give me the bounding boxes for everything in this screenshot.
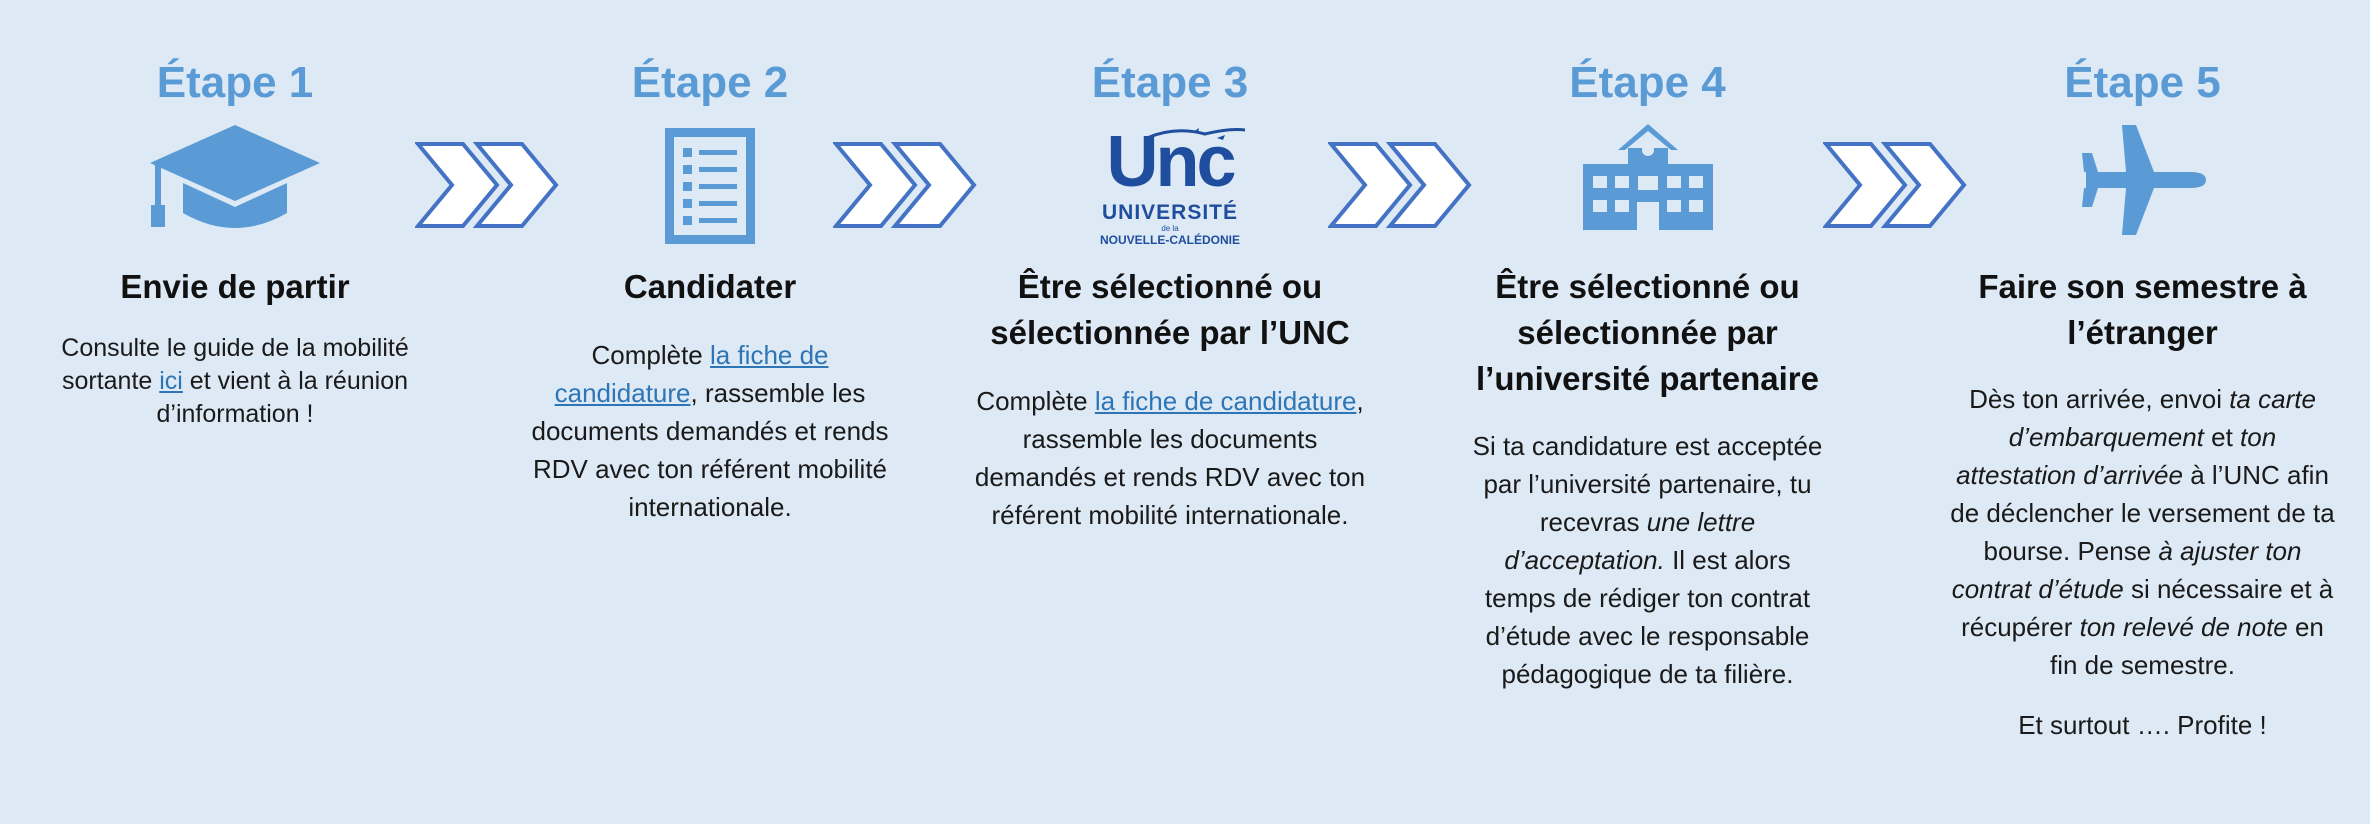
closing-note: Et surtout …. Profite ! bbox=[2018, 710, 2267, 740]
step-title: Être sélectionné ou sélectionnée par l’UNC bbox=[990, 268, 1350, 351]
step-title: Envie de partir bbox=[120, 268, 350, 305]
graduation-cap-icon bbox=[135, 125, 335, 235]
step-label: Étape 1 bbox=[156, 58, 314, 107]
step-description: Dès ton arrivée, envoi ta carte d’embarquement et ton attestation d’arrivée à l’UNC afin de déclencher le versement de ta bourse. Pense à ajuster ton contrat d’étude si nécessaire et à récupérer ton relevé de note en fin de semestre. Et surtout …. Profite ! bbox=[1945, 380, 2340, 744]
unc-logo-line1: UNIVERSITÉ bbox=[1101, 201, 1239, 224]
unc-logo-line2: de la bbox=[1161, 224, 1179, 233]
step-label: Étape 3 bbox=[1091, 58, 1249, 107]
application-form-link[interactable]: la fiche de candidature bbox=[1094, 386, 1357, 416]
step-description: Complète la fiche de candidature, rassemble les documents demandés et rends RDV avec ton référent mobilité internationale. bbox=[531, 340, 889, 522]
step-label: Étape 5 bbox=[2064, 58, 2221, 107]
guide-link[interactable]: ici bbox=[159, 367, 183, 395]
step-title: Candidater bbox=[623, 268, 797, 305]
step-description: Complète la fiche de candidature, rassemble les documents demandés et rends RDV avec ton référent mobilité internationale. bbox=[974, 386, 1366, 530]
school-building-icon bbox=[1583, 124, 1713, 230]
step-description: Consulte le guide de la mobilité sortante ici et vient à la réunion d’information ! bbox=[61, 334, 409, 428]
unc-logo-name: Unc bbox=[1106, 122, 1234, 202]
checklist-icon bbox=[665, 128, 755, 244]
step-description: Si ta candidature est acceptée par l’université partenaire, tu recevras une lettre d’acceptation. Il est alors temps de rédiger ton contrat d’étude avec le responsable pédagogique de ta filière. bbox=[1472, 431, 1823, 689]
unc-logo-line3: NOUVELLE-CALÉDONIE bbox=[1099, 233, 1240, 247]
step-label: Étape 4 bbox=[1569, 58, 1726, 107]
step-title: Faire son semestre à l’étranger bbox=[1978, 268, 2307, 351]
unc-logo bbox=[1085, 124, 1255, 248]
airplane-icon bbox=[2078, 125, 2208, 235]
step-label: Étape 2 bbox=[631, 58, 789, 107]
step-title: Être sélectionné ou sélectionnée par l’université partenaire bbox=[1476, 268, 1819, 397]
chevron-arrow-icon bbox=[833, 140, 983, 230]
application-form-link[interactable]: la fiche de candidature bbox=[554, 340, 829, 408]
